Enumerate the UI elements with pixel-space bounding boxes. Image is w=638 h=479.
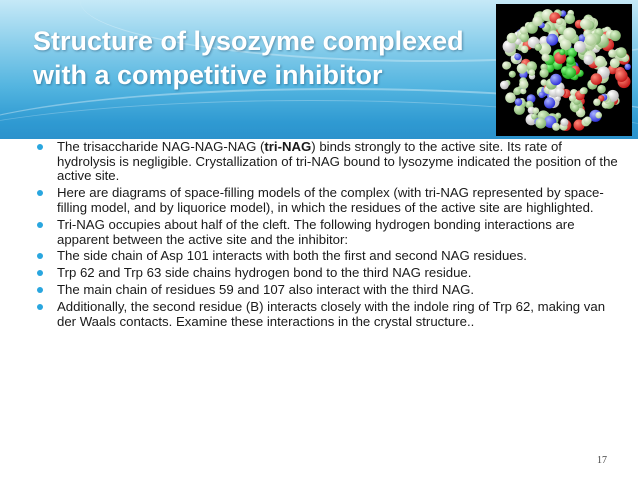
atom-sphere bbox=[532, 16, 542, 26]
atom-sphere bbox=[521, 46, 529, 54]
atom-sphere bbox=[517, 63, 527, 73]
atom-sphere bbox=[552, 123, 560, 131]
atom-sphere bbox=[565, 67, 576, 78]
atom-sphere bbox=[610, 30, 621, 41]
bullet-dot-icon bbox=[37, 222, 43, 228]
bullet-list bbox=[34, 140, 618, 332]
atom-sphere bbox=[555, 87, 565, 97]
atom-sphere bbox=[550, 74, 562, 86]
atom-sphere bbox=[533, 107, 540, 114]
atom-sphere bbox=[616, 47, 627, 58]
atom-sphere bbox=[535, 44, 542, 51]
bullet-item bbox=[34, 218, 618, 247]
atom-sphere bbox=[560, 118, 568, 126]
atom-sphere bbox=[542, 53, 550, 61]
lysozyme-space-filling-model-image bbox=[496, 4, 632, 136]
atom-sphere bbox=[500, 81, 509, 90]
bullet-dot-icon bbox=[37, 304, 43, 310]
tri-nag-bold-term: tri-NAG bbox=[264, 139, 312, 154]
atom-sphere bbox=[583, 55, 593, 65]
atom-sphere bbox=[615, 69, 628, 82]
bullet-dot-icon bbox=[37, 253, 43, 259]
atom-sphere bbox=[595, 112, 602, 119]
title-band bbox=[0, 0, 638, 139]
atom-sphere bbox=[566, 56, 575, 65]
bullet-text: Here are diagrams of space-filling models of the complex (with tri-NAG represented by space-filling model, and by liquorice model), in which the residues of the active site are highlighted. bbox=[57, 185, 604, 215]
bullet-item bbox=[34, 300, 618, 329]
atom-sphere bbox=[591, 73, 603, 85]
slide-number: 17 bbox=[597, 455, 607, 466]
bullet-text: Tri-NAG occupies about half of the cleft. The following hydrogen bonding interactions are apparent between the active site and the inhibitor: bbox=[57, 216, 575, 247]
atom-sphere bbox=[625, 64, 631, 70]
atom-sphere bbox=[580, 88, 586, 94]
bullet-dot-icon bbox=[37, 144, 43, 150]
atom-sphere bbox=[544, 97, 555, 108]
atom-sphere bbox=[555, 113, 561, 119]
atom-sphere bbox=[608, 49, 616, 57]
atom-sphere bbox=[597, 85, 606, 94]
bullet-dot-icon bbox=[37, 270, 43, 276]
bullet-item bbox=[34, 283, 618, 298]
atom-sphere bbox=[569, 95, 576, 102]
atom-sphere bbox=[514, 54, 521, 61]
atom-sphere bbox=[559, 49, 565, 55]
atom-sphere bbox=[595, 56, 606, 67]
atom-sphere bbox=[520, 26, 528, 34]
molecule-graphic bbox=[496, 4, 632, 136]
bullet-item bbox=[34, 140, 618, 184]
atom-sphere bbox=[507, 33, 517, 43]
atom-sphere bbox=[540, 69, 549, 78]
atom-sphere bbox=[610, 58, 620, 68]
atom-sphere bbox=[519, 80, 528, 89]
atom-sphere bbox=[556, 18, 563, 25]
atom-sphere bbox=[565, 14, 576, 25]
atom-sphere bbox=[509, 71, 516, 78]
atom-sphere bbox=[585, 34, 597, 46]
bullet-item bbox=[34, 266, 618, 281]
atom-sphere bbox=[563, 27, 576, 40]
atom-sphere bbox=[539, 92, 545, 98]
bullet-dot-icon bbox=[37, 190, 43, 196]
bullet-text: The trisaccharide NAG-NAG-NAG (tri-NAG) binds strongly to the active site. Its rate of hydrolysis is negligible. Crystallization of tri-NAG bound to lysozyme indicated the position of the active site. bbox=[57, 139, 618, 184]
atom-sphere bbox=[593, 99, 600, 106]
bullet-text: Additionally, the second residue (B) interacts closely with the indole ring of Trp 62, making van der Waals contacts. Examine these interactions in the crystal structure.. bbox=[57, 299, 606, 329]
bullet-text: Trp 62 and Trp 63 side chains hydrogen bond to the third NAG residue. bbox=[57, 265, 472, 281]
atom-sphere bbox=[515, 98, 523, 106]
atom-sphere bbox=[572, 104, 580, 112]
bullet-item bbox=[34, 249, 618, 264]
atom-sphere bbox=[502, 61, 510, 69]
atom-sphere bbox=[535, 118, 546, 129]
atom-sphere bbox=[580, 18, 591, 29]
bullet-dot-icon bbox=[37, 287, 43, 293]
atom-sphere bbox=[574, 41, 586, 53]
slide-title: Structure of lysozyme complexed with a competitive inhibitor bbox=[33, 26, 464, 90]
bullet-item bbox=[34, 186, 618, 215]
atom-sphere bbox=[529, 69, 536, 76]
atom-sphere bbox=[583, 117, 591, 125]
bullet-text: The side chain of Asp 101 interacts with both the first and second NAG residues. bbox=[57, 248, 527, 264]
bullet-text: The main chain of residues 59 and 107 also interact with the third NAG. bbox=[57, 282, 475, 298]
